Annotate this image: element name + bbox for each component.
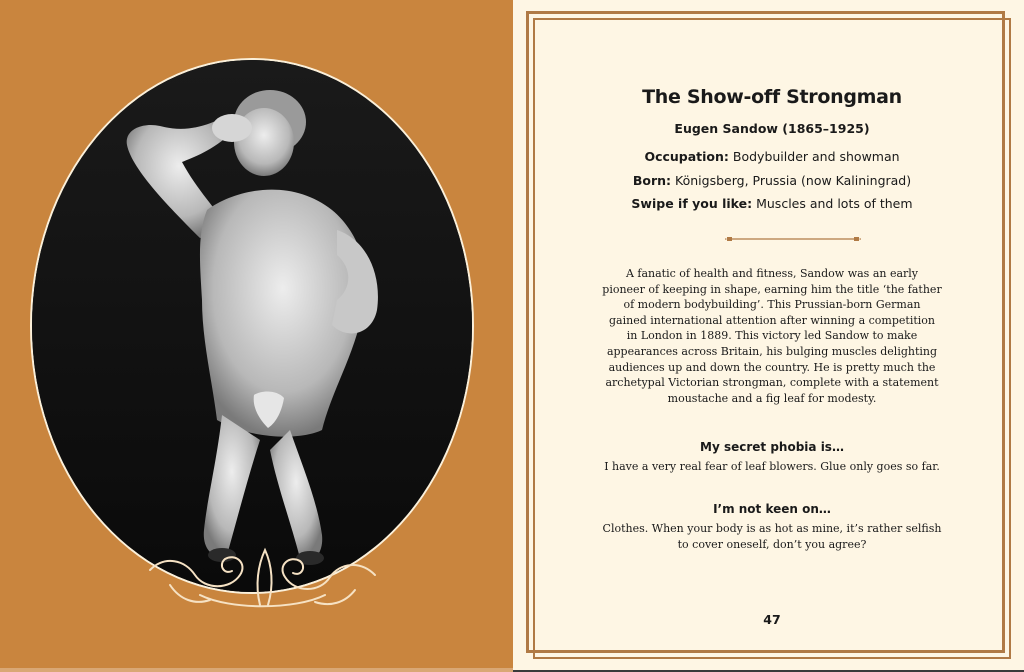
fact-swipe-if-you-like: [535, 196, 1009, 211]
body-line: gained international attention after winning a competition: [609, 313, 935, 327]
fact-value: Muscles and lots of them: [752, 196, 913, 211]
bottom-strip: [0, 668, 513, 672]
page-number: 47: [763, 612, 781, 627]
body-line: appearances across Britain, his bulging muscles delighting: [606, 344, 938, 358]
fact-label: Swipe if you like:: [631, 196, 753, 211]
section-heading-not-keen: I’m not keen on…: [713, 502, 831, 516]
body-line: archetypal Victorian strongman, complete with a statement: [605, 376, 939, 390]
fact-label: Occupation:: [644, 149, 729, 164]
section-line: Clothes. When your body is as hot as mine, it’s rather selfish: [602, 522, 942, 535]
body-line: of modern bodybuilding’. This Prussian-born German: [623, 298, 921, 312]
body-line: moustache and a fig leaf for modesty.: [667, 391, 877, 405]
fact-label: Born:: [632, 173, 672, 188]
biography-paragraph: [595, 266, 949, 406]
section-line: to cover oneself, don’t you agree?: [677, 538, 867, 551]
section-heading-phobia: My secret phobia is…: [700, 440, 844, 454]
fact-value: Bodybuilder and showman: [728, 149, 900, 164]
section-text-phobia: [595, 459, 949, 475]
page-title: The Show-off Strongman: [642, 86, 902, 108]
section-text-not-keen: [595, 521, 949, 553]
page-content: [535, 0, 1009, 672]
body-line: audiences up and down the country. He is pretty much the: [608, 360, 936, 374]
flourish-ornament-icon: [140, 535, 385, 615]
person-name-dates: Eugen Sandow (1865–1925): [674, 121, 870, 136]
ornamental-divider-icon: [725, 236, 861, 242]
strongman-figure-icon: [32, 60, 472, 592]
fact-born: [535, 173, 1009, 188]
right-page: [513, 0, 1024, 672]
body-line: in London in 1889. This victory led Sandow to make: [626, 329, 918, 343]
strongman-photo: [32, 60, 472, 592]
fact-occupation: [535, 149, 1009, 164]
fact-value: Königsberg, Prussia (now Kaliningrad): [671, 173, 912, 188]
body-line: A fanatic of health and fitness, Sandow was an early: [625, 267, 919, 280]
section-line: I have a very real fear of leaf blowers. Glue only goes so far.: [604, 460, 940, 473]
body-line: pioneer of keeping in shape, earning him the title ‘the father: [602, 282, 942, 296]
